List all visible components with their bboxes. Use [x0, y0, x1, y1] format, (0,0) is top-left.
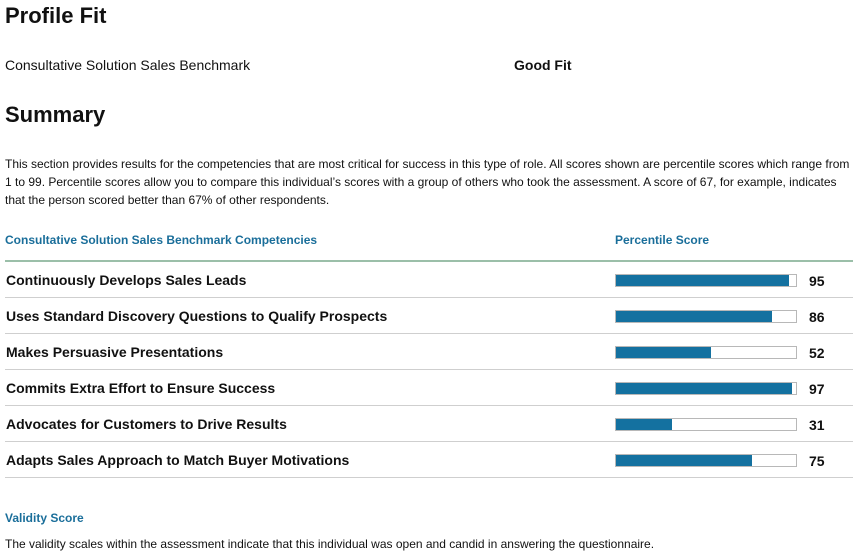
competency-label: Advocates for Customers to Drive Results [6, 416, 287, 432]
competency-label: Continuously Develops Sales Leads [6, 272, 247, 288]
table-row [5, 334, 853, 370]
percentile-bar-track [615, 274, 797, 287]
summary-title: Summary [5, 102, 106, 127]
competency-label: Commits Extra Effort to Ensure Success [6, 380, 276, 396]
validity-score-title: Validity Score [5, 511, 84, 525]
validity-description: The validity scales within the assessment indicate that this individual was open and candid in answering the questionnaire. [5, 537, 655, 551]
competency-label: Adapts Sales Approach to Match Buyer Motivations [6, 452, 350, 468]
percentile-bar-fill [616, 419, 672, 430]
percentile-bar-fill [616, 347, 711, 358]
percentile-value: 31 [809, 417, 825, 433]
percentile-value: 52 [809, 345, 825, 361]
competency-label: Uses Standard Discovery Questions to Qualify Prospects [6, 308, 388, 324]
competency-label: Makes Persuasive Presentations [6, 344, 224, 360]
percentile-bar-track [615, 382, 797, 395]
percentile-value: 97 [809, 381, 825, 397]
percentile-bar-track [615, 346, 797, 359]
table-row [5, 406, 853, 442]
percentile-bar-track [615, 454, 797, 467]
percentile-bar-fill [616, 275, 789, 286]
fit-result: Good Fit [514, 57, 572, 73]
table-row [5, 262, 853, 298]
summary-description: This section provides results for the competencies that are most critical for success in this type of role. All scores shown are percentile scores which range from 1 to 99. Percentile scores allow you to compare this individual’s scores with a group of others who took the assessment. A score of 67, for example, indicates that the person scored better than 67% of other respondents. [5, 157, 850, 207]
percentile-value: 95 [809, 273, 825, 289]
competency-table [5, 262, 853, 478]
percentile-bar-fill [616, 455, 752, 466]
profile-fit-title: Profile Fit [5, 3, 107, 28]
percentile-column-header: Percentile Score [615, 233, 710, 247]
competencies-column-header: Consultative Solution Sales Benchmark Competencies [5, 233, 318, 247]
percentile-bar-track [615, 310, 797, 323]
percentile-bar-fill [616, 311, 772, 322]
table-row [5, 370, 853, 406]
percentile-bar-fill [616, 383, 792, 394]
percentile-value: 86 [809, 309, 825, 325]
table-row [5, 442, 853, 478]
table-row [5, 298, 853, 334]
percentile-bar-track [615, 418, 797, 431]
benchmark-name: Consultative Solution Sales Benchmark [5, 57, 251, 73]
percentile-value: 75 [809, 453, 825, 469]
